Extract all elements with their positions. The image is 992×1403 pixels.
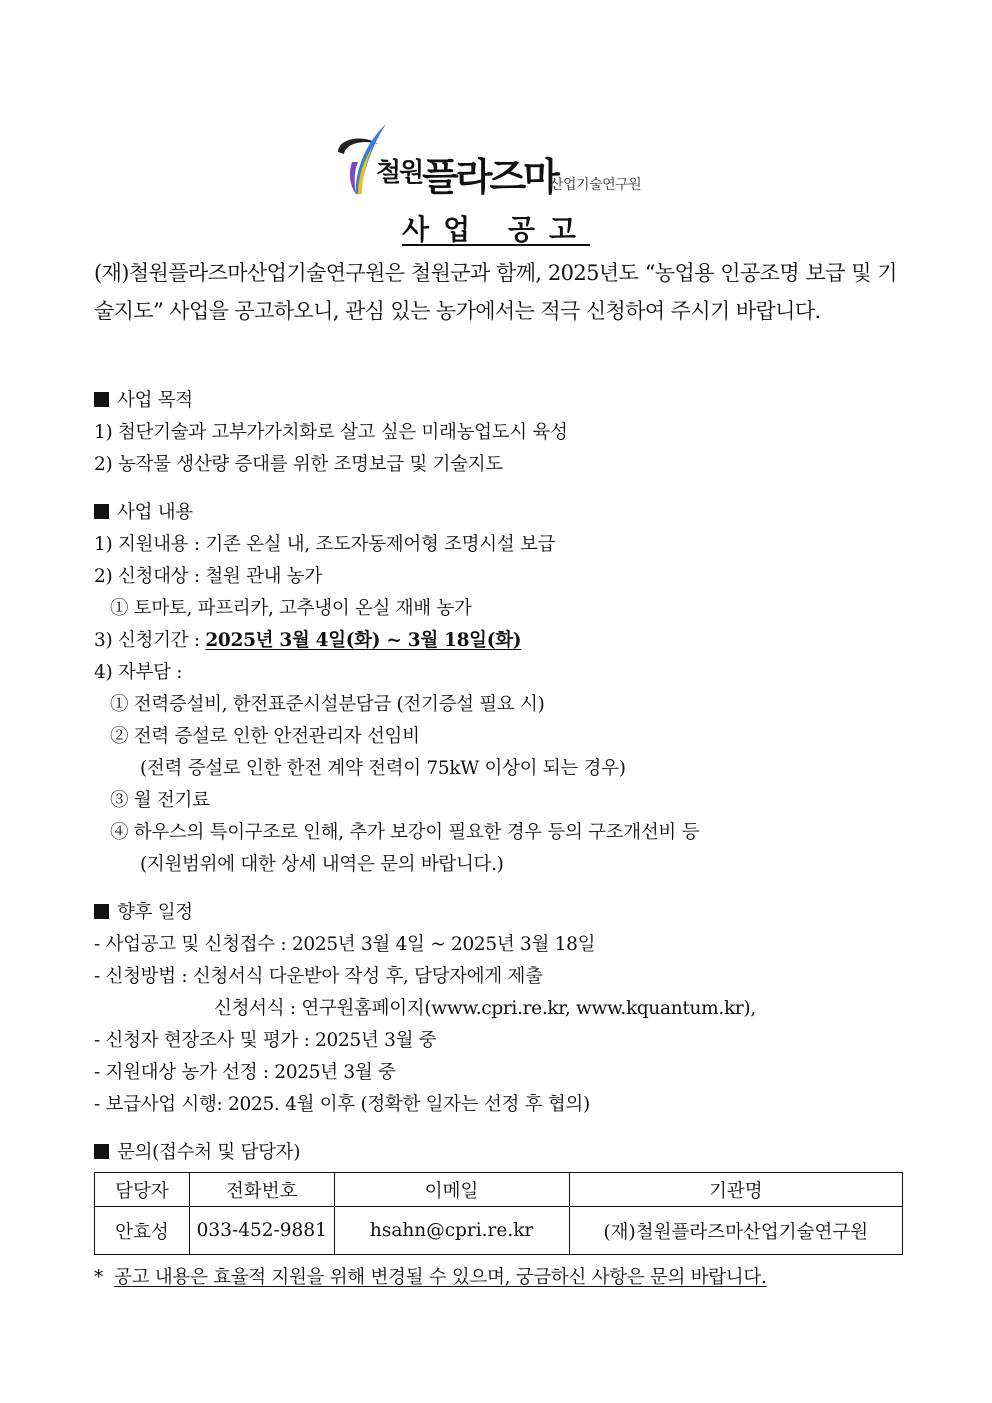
content-item-target: 2) 신청대상 : 철원 관내 농가 bbox=[94, 566, 322, 587]
content-subitem-note: (지원범위에 대한 상세 내역은 문의 바랍니다.) bbox=[140, 854, 504, 875]
logo-text-institute: 산업기술연구원 bbox=[550, 177, 642, 193]
section-heading-content: 사업 내용 bbox=[94, 498, 193, 524]
intro-paragraph: (재)철원플라즈마산업기술연구원은 철원군과 함께, 2025년도 “농업용 인공조명 보급 및 기술지도” 사업을 공고하오니, 관심 있는 농가에서는 적극 신청하여 주시기 바랍니다. bbox=[94, 261, 897, 323]
section-heading-purpose: 사업 목적 bbox=[94, 386, 193, 412]
schedule-item: - 사업공고 및 신청접수 : 2025년 3월 4일 ~ 2025년 3월 18일 bbox=[94, 934, 596, 955]
content-item-selfpay: 4) 자부담 : bbox=[94, 662, 183, 683]
contact-person: 안효성 bbox=[95, 1207, 190, 1255]
section-heading-contact: 문의(접수처 및 담당자) bbox=[94, 1138, 300, 1164]
footnote bbox=[94, 1263, 767, 1289]
content-subitem: ② 전력 증설로 인한 안전관리자 선임비 bbox=[110, 726, 420, 747]
contact-table bbox=[94, 1172, 903, 1255]
content-item-period: 3) 신청기간 : 2025년 3월 4일(화) ~ 3월 18일(화) bbox=[94, 630, 522, 651]
schedule-item: - 보급사업 시행: 2025. 4월 이후 (정확한 일자는 선정 후 협의) bbox=[94, 1094, 590, 1115]
schedule-item: - 지원대상 농가 선정 : 2025년 3월 중 bbox=[94, 1062, 396, 1083]
column-header: 담당자 bbox=[95, 1173, 190, 1207]
purpose-item: 1) 첨단기술과 고부가가치화로 살고 싶은 미래농업도시 육성 bbox=[94, 422, 568, 443]
content-subitem: ① 토마토, 파프리카, 고추냉이 온실 재배 농가 bbox=[110, 598, 472, 619]
column-header: 이메일 bbox=[334, 1173, 569, 1207]
square-bullet-icon bbox=[94, 1144, 109, 1159]
column-header: 기관명 bbox=[569, 1173, 902, 1207]
schedule-item: - 신청자 현장조사 및 평가 : 2025년 3월 중 bbox=[94, 1030, 437, 1051]
square-bullet-icon bbox=[94, 904, 109, 919]
footnote-text: 공고 내용은 효율적 지원을 위해 변경될 수 있으며, 궁금하신 사항은 문의 바랍니다. bbox=[114, 1267, 767, 1288]
schedule-item: - 신청방법 : 신청서식 다운받아 작성 후, 담당자에게 제출 bbox=[94, 966, 543, 987]
content-subitem: ③ 월 전기료 bbox=[110, 790, 210, 811]
table-row bbox=[95, 1207, 903, 1255]
institute-logo bbox=[334, 120, 664, 200]
square-bullet-icon bbox=[94, 504, 109, 519]
section-heading-schedule: 향후 일정 bbox=[94, 898, 193, 924]
table-header-row bbox=[95, 1173, 903, 1207]
contact-organization: (재)철원플라즈마산업기술연구원 bbox=[569, 1207, 902, 1255]
square-bullet-icon bbox=[94, 392, 109, 407]
column-header: 전화번호 bbox=[189, 1173, 334, 1207]
content-subitem: ④ 하우스의 특이구조로 인해, 추가 보강이 필요한 경우 등의 구조개선비 등 bbox=[110, 822, 700, 843]
content-subitem-note: (전력 증설로 인한 한전 계약 전력이 75kW 이상이 되는 경우) bbox=[140, 758, 626, 779]
logo-text-cheorwon: 철원 bbox=[376, 158, 423, 188]
contact-phone: 033-452-9881 bbox=[189, 1207, 334, 1255]
page-title: 사업 공고 bbox=[402, 213, 590, 246]
application-period: 2025년 3월 4일(화) ~ 3월 18일(화) bbox=[205, 630, 522, 651]
content-item-support: 1) 지원내용 : 기존 온실 내, 조도자동제어형 조명시설 보급 bbox=[94, 534, 556, 555]
contact-email: hsahn@cpri.re.kr bbox=[334, 1207, 569, 1255]
purpose-item: 2) 농작물 생산량 증대를 위한 조명보급 및 기술지도 bbox=[94, 454, 503, 475]
logo-text-plasma: 플라즈마 bbox=[422, 155, 557, 199]
content-subitem: ① 전력증설비, 한전표준시설분담금 (전기증설 필요 시) bbox=[110, 694, 545, 715]
schedule-form-location: 신청서식 : 연구원홈페이지(www.cpri.re.kr, www.kquantum.kr), bbox=[214, 998, 756, 1019]
footnote-mark: * bbox=[94, 1267, 103, 1288]
